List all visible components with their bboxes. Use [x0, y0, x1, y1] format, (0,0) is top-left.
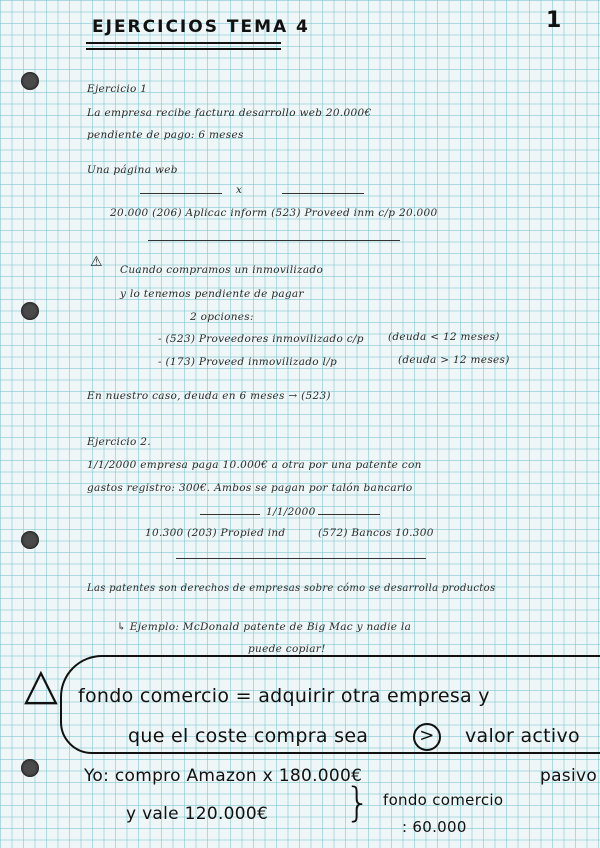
journal-line-left [140, 193, 222, 194]
note-line2: y lo tenemos pendiente de pagar [120, 288, 304, 300]
journal-x: x [236, 184, 243, 196]
journal2-line-right [318, 514, 380, 515]
note-conclusion: En nuestro caso, deuda en 6 meses → (523) [87, 390, 331, 402]
journal-bottom-line [148, 240, 400, 241]
ex2-line1: 1/1/2000 empresa paga 10.000€ a otra por una patente con [87, 459, 422, 471]
page-title: EJERCICIOS TEMA 4 [92, 17, 310, 37]
goodwill-example1: Yo: compro Amazon x 180.000€ [84, 766, 363, 786]
option-2: - (173) Proveed inmovilizado l/p [158, 356, 338, 368]
curly-brace: } [345, 780, 371, 826]
ex2-entry-right: (572) Bancos 10.300 [318, 527, 434, 539]
patents-example-2: puede copiar! [248, 643, 326, 655]
title-underline-2 [86, 48, 281, 50]
page-number: 1 [546, 8, 562, 33]
binder-hole-3 [21, 531, 39, 549]
ex1-title: Ejercicio 1 [87, 83, 148, 95]
ex2-entry-left: 10.300 (203) Propied ind [145, 527, 286, 539]
binder-hole-2 [21, 302, 39, 320]
note-line1: Cuando compramos un inmovilizado [120, 264, 324, 276]
title-underline [86, 42, 281, 44]
goodwill-pasivo: pasivo [540, 766, 598, 786]
ex2-line2: gastos registro: 300€. Ambos se pagan por talón bancario [87, 482, 413, 494]
note-line3: 2 opciones: [190, 311, 254, 323]
goodwill-brace-value: : 60.000 [402, 818, 467, 836]
goodwill-line2b: valor activo [465, 725, 580, 747]
journal-line-right [282, 193, 364, 194]
journal2-line-left [200, 514, 260, 515]
journal2-bottom-line [176, 558, 426, 559]
patents-example-1: ↳ Ejemplo: McDonald patente de Big Mac y nadie la [117, 621, 412, 633]
goodwill-line2a: que el coste compra sea [128, 725, 369, 747]
ex1-line1: La empresa recibe factura desarrollo web 20.000€ [87, 107, 372, 119]
ex2-date: 1/1/2000 [266, 506, 316, 518]
ex2-title: Ejercicio 2. [87, 436, 151, 448]
attention-triangle-icon: △ [24, 659, 59, 710]
option-1-note: (deuda < 12 meses) [388, 331, 500, 343]
option-2-note: (deuda > 12 meses) [398, 354, 510, 366]
ex1-entry: 20.000 (206) Aplicac inform (523) Proveed inm c/p 20.000 [110, 207, 438, 219]
greater-than-symbol: > [413, 723, 441, 751]
patents-text: Las patentes son derechos de empresas sobre cómo se desarrolla productos [87, 583, 496, 594]
binder-hole-4 [21, 759, 39, 777]
goodwill-example2: y vale 120.000€ [126, 804, 269, 824]
option-1: - (523) Proveedores inmovilizado c/p [158, 333, 364, 345]
warning-icon: ⚠ [90, 254, 103, 270]
goodwill-line1: fondo comercio = adquirir otra empresa y [78, 685, 490, 707]
ex1-line3: Una página web [87, 164, 178, 176]
binder-hole-1 [21, 72, 39, 90]
goodwill-brace-label: fondo comercio [383, 791, 504, 809]
ex1-line2: pendiente de pago: 6 meses [87, 129, 244, 141]
